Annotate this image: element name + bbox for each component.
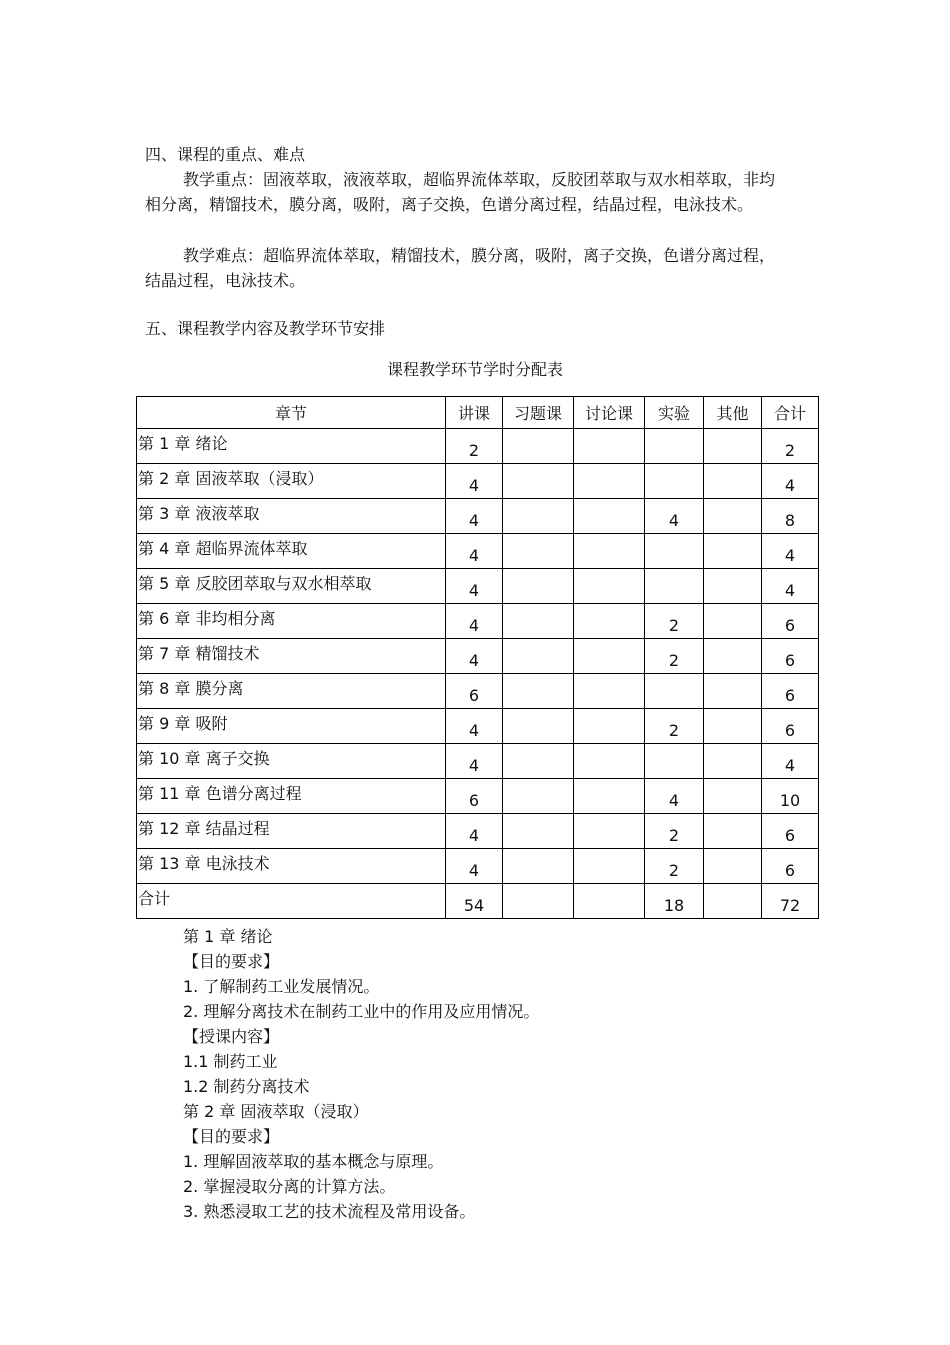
- hours-cell: [503, 639, 574, 674]
- hours-cell: [574, 464, 645, 499]
- hours-cell: 4: [446, 499, 503, 534]
- table-row: [137, 709, 819, 744]
- hours-cell: [574, 499, 645, 534]
- hours-cell: 6: [762, 604, 819, 639]
- hours-cell: 6: [762, 709, 819, 744]
- hours-cell: 2: [762, 429, 819, 464]
- key-points-paragraph: 教学重点：固液萃取，液液萃取，超临界流体萃取，反胶团萃取与双水相萃取，非均相分离，精馏技术，膜分离，吸附，离子交换，色谱分离过程，结晶过程，电泳技术。: [145, 170, 776, 214]
- table-row: [137, 744, 819, 779]
- hours-cell: 2: [645, 849, 704, 884]
- hours-cell: [503, 604, 574, 639]
- outline-line: 第 2 章 固液萃取（浸取）: [183, 1102, 369, 1121]
- hours-cell: 4: [446, 849, 503, 884]
- hours-cell: 6: [446, 779, 503, 814]
- chapter-cell: 第 9 章 吸附: [137, 709, 446, 744]
- hours-cell: [704, 709, 762, 744]
- hours-cell: [503, 849, 574, 884]
- hours-cell: [574, 849, 645, 884]
- hours-cell: [574, 639, 645, 674]
- hours-cell: 4: [446, 814, 503, 849]
- hours-cell: 4: [446, 569, 503, 604]
- header-other: 其他: [704, 397, 762, 429]
- hours-cell: [704, 884, 762, 919]
- hours-cell: 4: [446, 709, 503, 744]
- hours-cell: [574, 569, 645, 604]
- hours-cell: 4: [645, 779, 704, 814]
- hours-cell: [645, 674, 704, 709]
- hours-cell: 10: [762, 779, 819, 814]
- hours-cell: [574, 429, 645, 464]
- header-experiment: 实验: [645, 397, 704, 429]
- hours-cell: 2: [645, 709, 704, 744]
- outline-line: 1. 了解制药工业发展情况。: [183, 977, 380, 996]
- table-row: [137, 674, 819, 709]
- chapter-cell: 第 5 章 反胶团萃取与双水相萃取: [137, 569, 446, 604]
- chapter-cell: 第 2 章 固液萃取（浸取）: [137, 464, 446, 499]
- hours-cell: [574, 814, 645, 849]
- hours-cell: 4: [762, 744, 819, 779]
- table-row: [137, 604, 819, 639]
- chapter-cell: 第 7 章 精馏技术: [137, 639, 446, 674]
- table-caption: 课程教学环节学时分配表: [386, 360, 563, 379]
- hours-cell: 4: [446, 744, 503, 779]
- header-total: 合计: [762, 397, 819, 429]
- header-chapter: 章节: [137, 397, 446, 429]
- hours-cell: [574, 534, 645, 569]
- hours-cell: [574, 779, 645, 814]
- header-discussion: 讨论课: [574, 397, 645, 429]
- hours-cell: [503, 464, 574, 499]
- hours-cell: [704, 429, 762, 464]
- hours-cell: [503, 534, 574, 569]
- hours-cell: 4: [762, 534, 819, 569]
- hours-cell: [704, 814, 762, 849]
- table-row: [137, 534, 819, 569]
- table-row: [137, 569, 819, 604]
- hours-cell: [704, 744, 762, 779]
- hours-cell: 4: [446, 639, 503, 674]
- hours-cell: 6: [762, 849, 819, 884]
- chapter-cell: 第 12 章 结晶过程: [137, 814, 446, 849]
- hours-cell: 6: [762, 814, 819, 849]
- outline-line: 1. 理解固液萃取的基本概念与原理。: [183, 1152, 444, 1171]
- hours-cell: [503, 674, 574, 709]
- chapter-cell: 合计: [137, 884, 446, 919]
- hours-cell: 8: [762, 499, 819, 534]
- hours-cell: [645, 569, 704, 604]
- hours-cell: [704, 604, 762, 639]
- hours-cell: 4: [446, 604, 503, 639]
- outline-line: 2. 掌握浸取分离的计算方法。: [183, 1177, 396, 1196]
- chapter-cell: 第 4 章 超临界流体萃取: [137, 534, 446, 569]
- chapter-cell: 第 1 章 绪论: [137, 429, 446, 464]
- table-row: [137, 499, 819, 534]
- outline-line: 【目的要求】: [183, 952, 280, 971]
- hours-cell: 6: [762, 639, 819, 674]
- hours-cell: 54: [446, 884, 503, 919]
- table-row: [137, 814, 819, 849]
- hours-cell: [574, 604, 645, 639]
- chapter-cell: 第 11 章 色谱分离过程: [137, 779, 446, 814]
- outline-line: 3. 熟悉浸取工艺的技术流程及常用设备。: [183, 1202, 476, 1221]
- outline-line: 第 1 章 绪论: [183, 927, 273, 946]
- section-4-heading: 四、课程的重点、难点: [145, 145, 306, 164]
- outline-line: 1.2 制药分离技术: [183, 1077, 310, 1096]
- hours-cell: [704, 849, 762, 884]
- outline-line: 2. 理解分离技术在制药工业中的作用及应用情况。: [183, 1002, 540, 1021]
- hours-cell: [503, 884, 574, 919]
- hours-cell: 2: [645, 639, 704, 674]
- hours-cell: [503, 499, 574, 534]
- hours-cell: 4: [446, 464, 503, 499]
- outline-line: 【授课内容】: [183, 1027, 280, 1046]
- header-lecture: 讲课: [446, 397, 503, 429]
- hours-cell: [704, 779, 762, 814]
- hours-cell: [574, 674, 645, 709]
- hours-cell: 2: [645, 604, 704, 639]
- hours-cell: 2: [446, 429, 503, 464]
- hours-cell: [645, 744, 704, 779]
- chapter-outline: [183, 924, 823, 1224]
- hours-cell: [574, 709, 645, 744]
- hours-cell: [645, 534, 704, 569]
- hours-cell: [645, 429, 704, 464]
- chapter-cell: 第 6 章 非均相分离: [137, 604, 446, 639]
- table-row: [137, 429, 819, 464]
- hours-cell: 2: [645, 814, 704, 849]
- hours-allocation-table: [136, 396, 819, 919]
- outline-line: 【目的要求】: [183, 1127, 280, 1146]
- hours-cell: [503, 744, 574, 779]
- hours-cell: [503, 709, 574, 744]
- hours-cell: [704, 464, 762, 499]
- hours-cell: [503, 429, 574, 464]
- chapter-cell: 第 3 章 液液萃取: [137, 499, 446, 534]
- table-total-row: [137, 884, 819, 919]
- hours-cell: 4: [762, 464, 819, 499]
- hours-cell: [704, 674, 762, 709]
- section-5-heading: 五、课程教学内容及教学环节安排: [145, 319, 386, 338]
- difficulties-paragraph: 教学难点：超临界流体萃取，精馏技术，膜分离，吸附，离子交换，色谱分离过程，结晶过程，电泳技术。: [145, 246, 776, 290]
- hours-cell: 6: [446, 674, 503, 709]
- hours-cell: [574, 744, 645, 779]
- table-row: [137, 779, 819, 814]
- table-header-row: [137, 397, 819, 429]
- chapter-cell: 第 10 章 离子交换: [137, 744, 446, 779]
- hours-cell: [574, 884, 645, 919]
- hours-cell: 4: [645, 499, 704, 534]
- hours-cell: 4: [446, 534, 503, 569]
- hours-cell: [704, 499, 762, 534]
- hours-cell: 72: [762, 884, 819, 919]
- hours-cell: 4: [762, 569, 819, 604]
- table-row: [137, 849, 819, 884]
- hours-cell: [704, 639, 762, 674]
- chapter-cell: 第 13 章 电泳技术: [137, 849, 446, 884]
- hours-cell: [503, 569, 574, 604]
- hours-cell: [704, 534, 762, 569]
- hours-cell: [645, 464, 704, 499]
- hours-cell: 18: [645, 884, 704, 919]
- table-row: [137, 464, 819, 499]
- hours-cell: [704, 569, 762, 604]
- hours-cell: 6: [762, 674, 819, 709]
- table-row: [137, 639, 819, 674]
- outline-line: 1.1 制药工业: [183, 1052, 278, 1071]
- hours-cell: [503, 814, 574, 849]
- hours-cell: [503, 779, 574, 814]
- chapter-cell: 第 8 章 膜分离: [137, 674, 446, 709]
- header-exercise: 习题课: [503, 397, 574, 429]
